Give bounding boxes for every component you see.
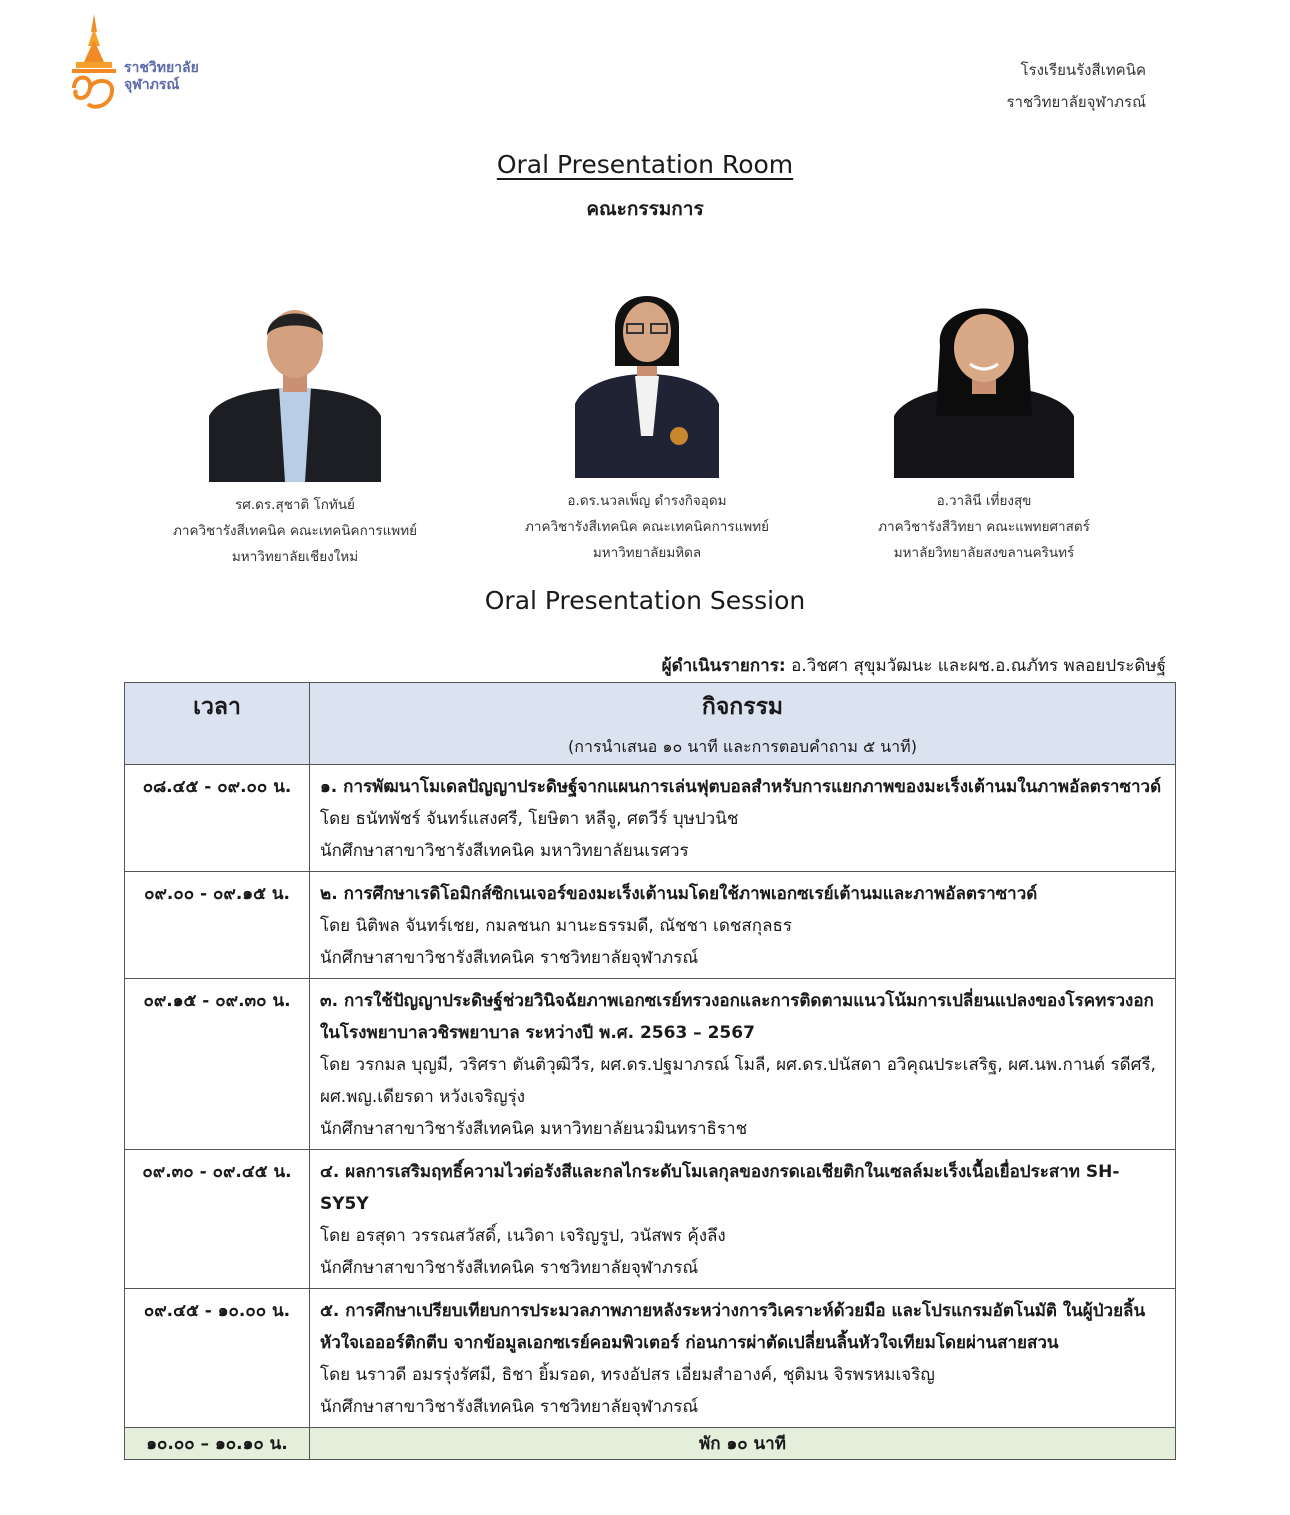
member-dept: ภาควิชารังสีเทคนิค คณะเทคนิคการแพทย์ [524,519,770,535]
table-row [125,872,1176,979]
member-photo [575,286,719,478]
row-time: ๐๙.๑๕ - ๐๙.๓๐ น. [125,979,310,1150]
logo-line-2: จุฬาภรณ์ [124,77,180,93]
row-time: ๐๙.๔๕ - ๑๐.๐๐ น. [125,1289,310,1428]
column-header-activity-label: กิจกรรม [701,694,784,720]
person-photo-icon [894,296,1074,478]
person-photo-icon [575,286,719,478]
organization-header [1007,54,1147,118]
column-header-time: เวลา [125,683,310,765]
presentation-authors: โดย นิติพล จันทร์เชย, กมลชนก มานะธรรมดี, ณัชชา เดชสกุลธร [320,916,793,936]
presentation-affiliation: นักศึกษาสาขาวิชารังสีเทคนิค มหาวิทยาลัยนวมินทราธิราช [320,1119,748,1139]
table-row [125,765,1176,872]
break-time: ๑๐.๐๐ – ๑๐.๑๐ น. [125,1428,310,1460]
member-name: รศ.ดร.สุชาติ โกทันย์ [235,497,355,513]
presentation-affiliation: นักศึกษาสาขาวิชารังสีเทคนิค ราชวิทยาลัยจุฬาภรณ์ [320,948,699,968]
presentation-authors: โดย ธนัทพัชร์ จันทร์แสงศรี, โยษิตา หลีจู, ศตวีร์ บุษปวนิช [320,809,739,829]
presentation-title: ๓. การใช้ปัญญาประดิษฐ์ช่วยวินิจฉัยภาพเอกซเรย์ทรวงอกและการติดตามแนวโน้มการเปลี่ยนแปลงของโรคทรวงอกในโรงพยาบาลวชิรพยาบาล ระหว่างปี พ.ศ. 2563 – 2567 [320,991,1154,1043]
committee-member-2 [502,286,792,566]
moderator-line [662,652,1166,679]
row-activity [310,765,1176,872]
row-time: ๐๘.๔๕ - ๐๙.๐๐ น. [125,765,310,872]
org-line-1: โรงเรียนรังสีเทคนิค [1020,61,1146,79]
presentation-authors: โดย วรกมล บุญมี, วริศรา ตันติวุฒิวีร, ผศ.ดร.ปฐมาภรณ์ โมลี, ผศ.ดร.ปนัสดา อวิคุณประเสริฐ, ผศ.นพ.กานต์ รดีศรี, ผศ.พญ.เดียรดา หวังเจริญรุ่ง [320,1055,1156,1107]
logo-text [124,60,199,94]
row-activity [310,1150,1176,1289]
presentation-title: ๑. การพัฒนาโมเดลปัญญาประดิษฐ์จากแผนการเล่นฟุตบอลสำหรับการแยกภาพของมะเร็งเต้านมในภาพอัลตราซาวด์ [320,777,1162,797]
presentation-authors: โดย นราวดี อมรรุ่งรัศมี, ธิชา ยิ้มรอด, ทรงอัปสร เอี่ยมสำอางค์, ชุติมน จิรพรหมเจริญ [320,1365,935,1385]
committee-heading: คณะกรรมการ [586,198,704,220]
member-dept: ภาควิชารังสีวิทยา คณะแพทยศาสตร์ [878,519,1090,535]
person-photo-icon [209,296,381,482]
row-time: ๐๙.๓๐ - ๐๙.๔๕ น. [125,1150,310,1289]
member-name: อ.วาลินี เที่ยงสุข [936,493,1032,509]
table-row [125,1289,1176,1428]
member-university: มหาวิทยาลัยเชียงใหม่ [231,549,359,565]
moderator-label: ผู้ดำเนินรายการ: [661,656,786,676]
member-photo [894,296,1074,478]
presentation-authors: โดย อรสุดา วรรณสวัสดิ์, เนวิดา เจริญรูป, วนัสพร คุ้งลึง [320,1226,726,1246]
column-header-activity-note: (การนำเสนอ ๑๐ นาที และการตอบคำถาม ๕ นาที) [568,737,917,756]
presentation-title: ๔. ผลการเสริมฤทธิ์ความไวต่อรังสีและกลไกระดับโมเลกุลของกรดเอเชียติกในเซลล์มะเร็งเนื้อเยื่อประสาท SH-SY5Y [320,1162,1120,1214]
committee-member-1 [150,296,440,570]
moderator-names: อ.วิชศา สุขุมวัฒนะ และผช.อ.ณภัทร พลอยประดิษฐ์ [791,656,1166,676]
member-university: มหาวิทยาลัยมหิดล [592,545,702,561]
committee-member-3 [846,296,1122,566]
presentation-affiliation: นักศึกษาสาขาวิชารังสีเทคนิค มหาวิทยาลัยนเรศวร [320,841,689,861]
session-title: Oral Presentation Session [484,586,806,615]
column-header-activity [310,683,1176,765]
member-university: มหาลัยวิทยาลัยสงขลานครินทร์ [893,545,1075,561]
member-name: อ.ดร.นวลเพ็ญ ดำรงกิจอุดม [567,493,727,509]
presentation-title: ๒. การศึกษาเรดิโอมิกส์ซิกเนเจอร์ของมะเร็งเต้านมโดยใช้ภาพเอกซเรย์เต้านมและภาพอัลตราซาวด์ [320,884,1038,904]
row-time: ๐๙.๐๐ - ๐๙.๑๕ น. [125,872,310,979]
logo-line-1: ราชวิทยาลัย [124,60,199,76]
table-row [125,979,1176,1150]
presentation-affiliation: นักศึกษาสาขาวิชารังสีเทคนิค ราชวิทยาลัยจุฬาภรณ์ [320,1397,699,1417]
break-row [125,1428,1176,1460]
break-label: พัก ๑๐ นาที [310,1428,1176,1460]
member-photo [209,296,381,482]
table-header-row [125,683,1176,765]
table-row [125,1150,1176,1289]
row-activity [310,1289,1176,1428]
presentation-title: ๕. การศึกษาเปรียบเทียบการประมวลภาพภายหลังระหว่างการวิเคราะห์ด้วยมือ และโปรแกรมอัตโนมัติ ในผู้ป่วยลิ้นหัวใจเอออร์ติกตีบ จากข้อมูลเอกซเรย์คอมพิวเตอร์ ก่อนการผ่าตัดเปลี่ยนลิ้นหัวใจเทียมโดยผ่านสายสวน [320,1301,1146,1353]
row-activity [310,872,1176,979]
org-line-2: ราชวิทยาลัยจุฬาภรณ์ [1006,93,1146,111]
schedule-table [124,682,1176,1460]
row-activity [310,979,1176,1150]
page-title: Oral Presentation Room [496,150,794,179]
presentation-affiliation: นักศึกษาสาขาวิชารังสีเทคนิค ราชวิทยาลัยจุฬาภรณ์ [320,1258,699,1278]
member-dept: ภาควิชารังสีเทคนิค คณะเทคนิคการแพทย์ [172,523,418,539]
